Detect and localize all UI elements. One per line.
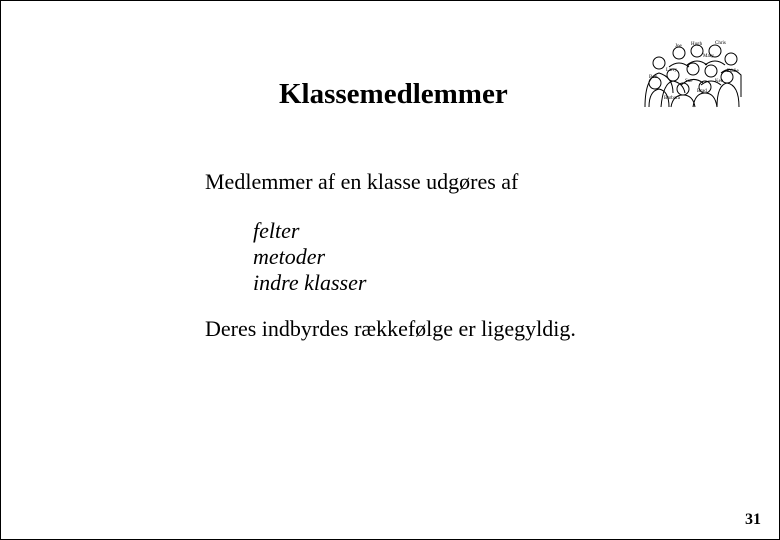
logo-name-barbara: Barbara bbox=[664, 96, 680, 101]
logo-name-ken: Ken bbox=[715, 79, 724, 84]
member-list bbox=[253, 218, 366, 296]
logo-name-chris: Chris bbox=[715, 41, 726, 46]
member-item-indre-klasser: indre klasser bbox=[253, 270, 367, 295]
class-members-group-icon bbox=[639, 37, 745, 109]
member-item-felter: felter bbox=[253, 218, 300, 243]
logo-name-brad: Brad bbox=[697, 89, 707, 94]
logo-name-bob: Bob bbox=[649, 75, 658, 80]
intro-text: Medlemmer af en klasse udgøres af bbox=[205, 169, 519, 194]
logo-name-eddie: Eddie bbox=[727, 69, 739, 74]
logo-name-joe: Joe bbox=[675, 44, 682, 49]
logo-name-mary: Mary bbox=[703, 54, 714, 59]
slide-title: Klassemedlemmer bbox=[279, 78, 508, 110]
logo-name-sue: Sue bbox=[685, 79, 693, 84]
logo-name-hugh: Hugh bbox=[691, 42, 703, 47]
logo-name-larry: Larry bbox=[666, 68, 678, 73]
member-item-metoder: metoder bbox=[253, 244, 326, 269]
page-number: 31 bbox=[745, 511, 761, 528]
outro-text: Deres indbyrdes rækkefølge er ligegyldig. bbox=[205, 316, 576, 341]
